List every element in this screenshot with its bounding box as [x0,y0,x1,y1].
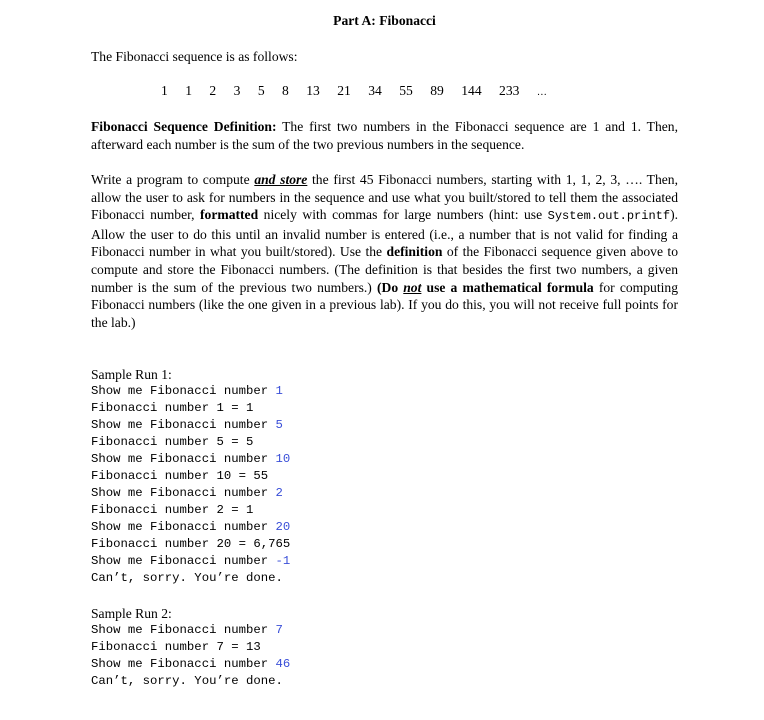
sequence-number: 2 [209,83,217,98]
definition-paragraph [91,118,678,153]
sequence-number: 1 [185,83,192,98]
page-title: Part A: Fibonacci [333,13,436,28]
task-text: ). Allow the user to do this until an invalid number is entered (i.e., a number that is not valid for finding a Fibonacci number in what you built/stored). Use the [91,207,678,260]
definition-label: Fibonacci Sequence Definition: [91,119,277,134]
formula-warning [377,280,594,295]
console-line: Can’t, sorry. You’re done. [91,571,283,585]
sequence-number: 34 [368,83,382,98]
fibonacci-sequence [161,82,561,102]
formatted-emphasis: formatted [200,207,259,223]
sequence-ellipsis: … [536,87,547,98]
console-line: Show me Fibonacci number 1 [91,384,283,398]
task-text: nicely with commas for large numbers (hint: use [258,207,548,223]
sequence-number: 233 [499,83,520,98]
sample-run-1-title: Sample Run 1: [91,367,172,382]
console-line: Show me Fibonacci number 20 [91,520,291,534]
definition-emphasis: definition [386,244,443,260]
console-line: Fibonacci number 10 = 55 [91,469,269,483]
console-line: Fibonacci number 5 = 5 [91,435,254,449]
task-text: of the Fibonacci sequence given above to compute and store the Fibonacci numbers. (The definition is that besides the first two numbers, a given number is the sum of the previous two numbers.) [91,244,678,295]
console-line: Show me Fibonacci number 46 [91,657,291,671]
sequence-number: 8 [282,83,289,98]
sequence-number: 55 [399,83,413,98]
warning-text: (Do [376,279,404,295]
console-line: Show me Fibonacci number -1 [91,554,291,568]
sequence-number: 5 [257,83,265,98]
task-text: for computing Fibonacci numbers (like the one given in a previous lab). If you do this, you will not receive full points for the lab.) [91,279,678,330]
console-line: Fibonacci number 2 = 1 [91,503,254,517]
definition-text: The first two numbers in the Fibonacci sequence are 1 and 1. Then, afterward each number is the sum of the two previous numbers in the sequence. [91,119,678,152]
console-line: Can’t, sorry. You’re done. [91,674,283,688]
not-emphasis: not [403,279,422,295]
console-line: Fibonacci number 20 = 6,765 [91,537,291,551]
task-text: Write a program to compute [91,172,255,187]
console-line: Show me Fibonacci number 10 [91,452,291,466]
sample-run-2-title: Sample Run 2: [91,606,172,621]
sample-run-2 [91,622,290,690]
task-paragraph [91,171,678,331]
task-text: the first 45 Fibonacci numbers, starting with 1, 1, 2, 3, …. Then, allow the user to ask for numbers in the sequence and use what you built/stored to tell them the associated Fibonacci number, [91,172,678,223]
sequence-number: 3 [233,83,241,98]
console-line: Show me Fibonacci number 7 [91,623,283,637]
console-line: Show me Fibonacci number 2 [91,486,283,500]
printf-code: System.out.printf [547,209,671,224]
warning-text: use a mathematical formula [421,279,594,295]
console-line: Fibonacci number 1 = 1 [91,401,254,415]
sequence-number: 13 [306,83,320,98]
intro-text: The Fibonacci sequence is as follows: [91,49,298,64]
and-store-emphasis: and store [254,172,308,187]
console-line: Show me Fibonacci number 5 [91,418,283,432]
sequence-number: 144 [461,83,482,98]
sequence-number: 89 [430,83,444,98]
sequence-number: 21 [337,83,351,98]
console-line: Fibonacci number 7 = 13 [91,640,261,654]
sequence-number: 1 [161,83,168,98]
sample-run-1 [91,383,290,587]
